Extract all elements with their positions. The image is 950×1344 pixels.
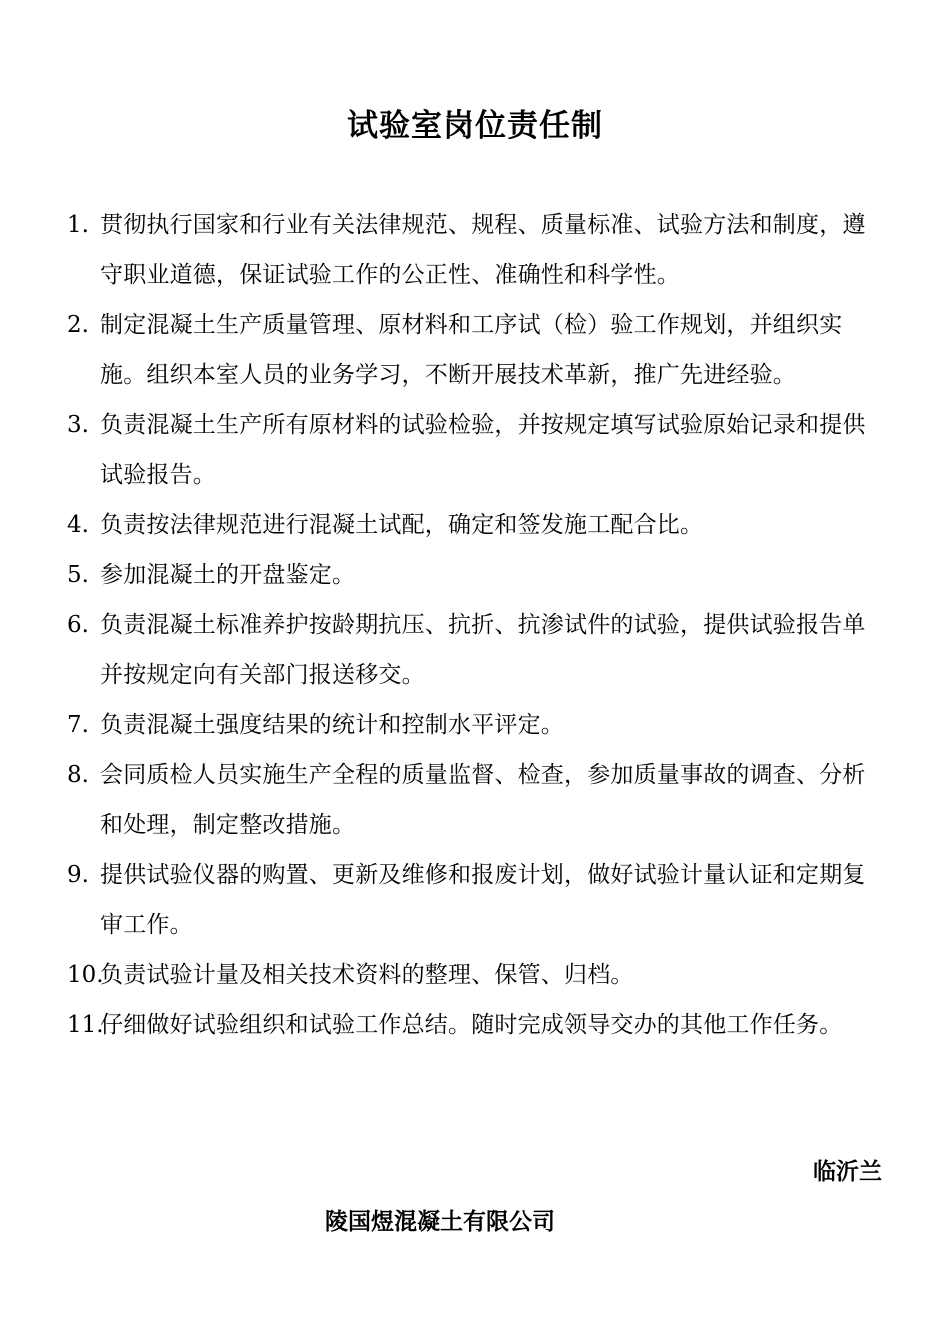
list-item: [67, 950, 887, 1000]
item-text: 提供试验仪器的购置、更新及维修和报废计划，做好试验计量认证和定期复审工作。: [100, 862, 866, 938]
item-text: 负责试验计量及相关技术资料的整理、保管、归档。: [100, 962, 634, 988]
item-number: 9.: [67, 862, 89, 888]
item-number: 11.: [67, 1012, 104, 1038]
list-item: [67, 200, 887, 300]
signature-company: 陵国煜混凝土有限公司: [325, 1209, 555, 1235]
item-number: 2.: [67, 312, 89, 338]
list-item: [67, 550, 887, 600]
item-number: 5.: [67, 562, 89, 588]
item-number: 10.: [67, 962, 104, 988]
item-number: 1.: [67, 212, 89, 238]
item-text: 负责混凝土生产所有原材料的试验检验，并按规定填写试验原始记录和提供试验报告。: [100, 412, 866, 488]
list-item: [67, 600, 887, 700]
page-title: 试验室岗位责任制: [347, 108, 603, 144]
item-text: 制定混凝土生产质量管理、原材料和工序试（检）验工作规划，并组织实施。组织本室人员的业务学习，不断开展技术革新，推广先进经验。: [100, 312, 843, 388]
item-text: 负责混凝土强度结果的统计和控制水平评定。: [100, 712, 564, 738]
list-item: [67, 750, 887, 850]
item-number: 8.: [67, 762, 89, 788]
list-item: [67, 1000, 887, 1050]
item-number: 7.: [67, 712, 89, 738]
item-number: 3.: [67, 412, 89, 438]
list-item: [67, 400, 887, 500]
list-item: [67, 850, 887, 950]
item-text: 贯彻执行国家和行业有关法律规范、规程、质量标准、试验方法和制度，遵守职业道德，保证试验工作的公正性、准确性和科学性。: [100, 212, 866, 288]
list-item: [67, 300, 887, 400]
list-item: [67, 700, 887, 750]
item-text: 负责按法律规范进行混凝土试配，确定和签发施工配合比。: [100, 512, 704, 538]
signature-name: 临沂兰: [813, 1159, 882, 1185]
item-text: 仔细做好试验组织和试验工作总结。随时完成领导交办的其他工作任务。: [100, 1012, 843, 1038]
item-text: 会同质检人员实施生产全程的质量监督、检查，参加质量事故的调查、分析和处理，制定整改措施。: [100, 762, 866, 838]
item-text: 参加混凝土的开盘鉴定。: [100, 562, 356, 588]
list-item: [67, 500, 887, 550]
item-number: 4.: [67, 512, 89, 538]
responsibility-list: [67, 200, 887, 1050]
item-text: 负责混凝土标准养护按龄期抗压、抗折、抗渗试件的试验，提供试验报告单并按规定向有关部门报送移交。: [100, 612, 866, 688]
item-number: 6.: [67, 612, 89, 638]
